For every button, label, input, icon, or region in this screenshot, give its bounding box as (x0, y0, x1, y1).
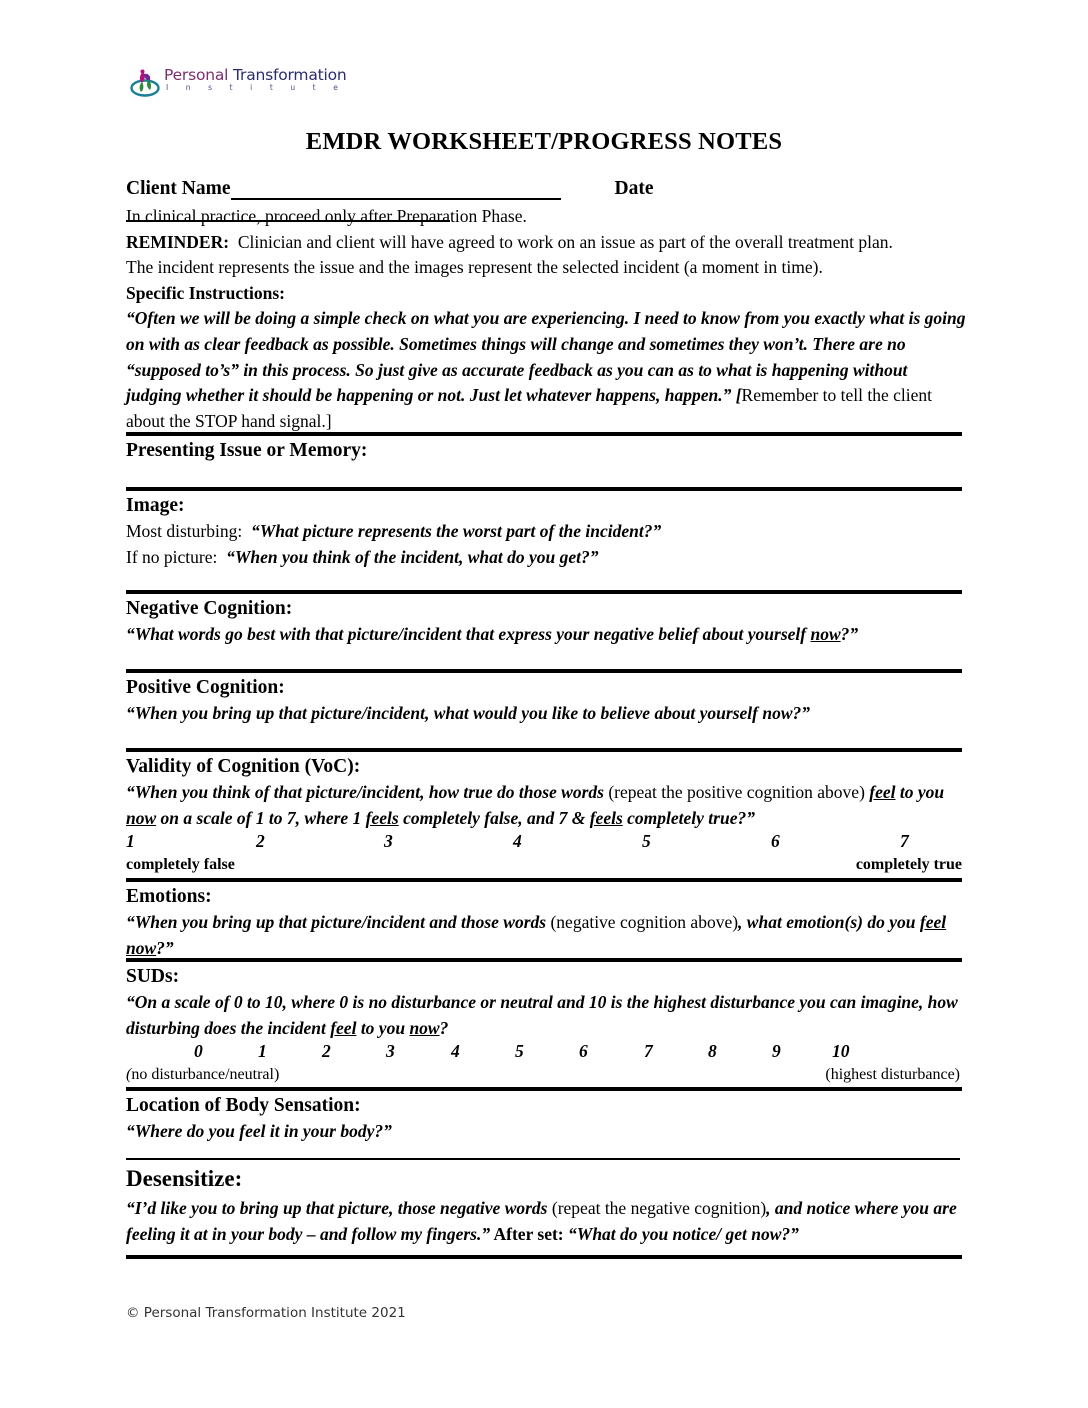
voc-q-a: “When you think of that picture/incident, how true do those words (126, 782, 609, 802)
most-disturbing-label: Most disturbing: (126, 521, 243, 541)
reminder-text: Clinician and client will have agreed to work on an issue as part of the overall treatment plan. (237, 231, 893, 252)
divider (126, 1255, 962, 1259)
suds-scale-0[interactable]: 0 (194, 1041, 203, 1062)
logo-word-personal: Personal (164, 66, 229, 84)
instructions-bracket-text: Remember to tell the client about the STOP hand signal.] (126, 385, 933, 431)
section-validity-of-cognition (126, 748, 962, 877)
desensitize-question (126, 1196, 962, 1247)
suds-scale-9[interactable]: 9 (772, 1041, 781, 1062)
instructions-bracket-open: [ (735, 385, 742, 406)
voc-q-feel: feel (869, 782, 896, 802)
voc-scale-4[interactable]: 4 (513, 831, 522, 852)
most-disturbing-quote: “What picture represents the worst part of the incident?” (250, 521, 662, 541)
divider (126, 1158, 960, 1160)
section-negative-cognition (126, 590, 962, 670)
negative-cognition-write-area[interactable] (126, 648, 962, 670)
voc-q-feels-1: feels (365, 807, 399, 828)
suds-q-now: now (409, 1017, 440, 1038)
image-write-area[interactable] (126, 570, 962, 592)
section-positive-cognition (126, 669, 962, 749)
institute-logo (130, 66, 347, 102)
suds-scale-2[interactable]: 2 (322, 1041, 331, 1062)
reminder-line (126, 230, 966, 256)
positive-cognition-quote: “When you bring up that picture/incident, what would you like to believe about yourself now?” (126, 703, 811, 723)
butterfly-swoosh-logo-icon (130, 68, 162, 98)
suds-anchor-left (126, 1065, 279, 1085)
suds-question (126, 990, 962, 1041)
voc-anchor-right: completely true (855, 856, 962, 874)
section-body-sensation (126, 1087, 962, 1167)
section-suds (126, 958, 962, 1087)
voc-q-e: completely false, and 7 & (398, 807, 590, 828)
em-q-paren: (negative cognition above) (550, 912, 739, 932)
em-q-feel-now: feel now (126, 912, 947, 958)
client-name-label: Client Name (126, 178, 231, 199)
voc-scale-6[interactable]: 6 (771, 831, 780, 852)
specific-instructions-label: Specific Instructions: (126, 282, 285, 303)
reminder-label: REMINDER: (126, 231, 230, 252)
des-after-set-quote: “What do you notice/ get now?” (563, 1223, 799, 1244)
divider (126, 487, 962, 491)
body-sensation-quote: “Where do you feel it in your body?” (126, 1121, 392, 1141)
voc-q-d: on a scale of 1 to 7, where 1 (156, 807, 366, 828)
divider (126, 958, 962, 962)
image-line-1 (126, 519, 962, 545)
body-sensation-heading: Location of Body Sensation: (126, 1095, 361, 1116)
divider (126, 590, 962, 594)
voc-scale-7[interactable]: 7 (900, 831, 909, 852)
suds-anchor-left-text: no disturbance/neutral) (131, 1066, 280, 1084)
voc-q-feels-2: feels (589, 807, 623, 828)
des-q-b: , and notice where you are feeling it at in your body – and follow my fingers.” (126, 1198, 957, 1244)
image-heading: Image: (126, 495, 185, 516)
voc-scale-5[interactable]: 5 (642, 831, 651, 852)
voc-question (126, 780, 962, 831)
suds-scale[interactable] (126, 1041, 962, 1065)
em-q-b: , what emotion(s) do you (738, 912, 920, 932)
voc-q-now: now (126, 807, 157, 828)
nc-quote-part-b: ?” (840, 624, 859, 644)
divider (126, 748, 962, 752)
logo-word-transformation: Transformation (233, 66, 347, 84)
presenting-issue-heading: Presenting Issue or Memory: (126, 440, 368, 461)
emotions-heading: Emotions: (126, 886, 212, 907)
suds-heading: SUDs: (126, 966, 180, 987)
suds-scale-8[interactable]: 8 (708, 1041, 717, 1062)
positive-cognition-heading: Positive Cognition: (126, 677, 285, 698)
suds-q-a: “On a scale of 0 to 10, where 0 is no disturbance or neutral and 10 is the highest disturbance you can imagine, how disturbing does the incident (126, 992, 958, 1038)
client-date-row (126, 178, 966, 204)
des-q-a: “I’d like you to bring up that picture, those negative words (126, 1198, 552, 1218)
divider (126, 432, 962, 436)
date-label: Date (614, 178, 654, 199)
negative-cognition-quote (126, 622, 962, 648)
section-image (126, 487, 962, 592)
suds-scale-10[interactable]: 10 (832, 1041, 850, 1062)
nc-quote-now: now (810, 624, 841, 644)
client-name-input[interactable] (231, 182, 561, 200)
suds-q-feel: feel (330, 1017, 357, 1038)
des-after-set-label: After set: (490, 1223, 564, 1244)
specific-instructions-paragraph (126, 306, 966, 434)
suds-q-b: to you (356, 1017, 410, 1038)
suds-anchor-right: (highest disturbance) (825, 1066, 960, 1084)
voc-q-paren: (repeat the positive cognition above) (608, 782, 865, 802)
positive-cognition-write-area[interactable] (126, 727, 962, 749)
voc-q-f: completely true?” (622, 807, 755, 828)
voc-anchors (126, 855, 962, 877)
suds-q-c: ? (439, 1017, 449, 1038)
instructions-quote: “Often we will be doing a simple check on what you are experiencing. I need to know from you exactly what is going on with as clear feedback as possible. Sometimes things will change and sometimes they won’t. There are no “supposed to’s” in this process. So just give as accurate feedback as you can as to what is happening without judging whether it should be happening or not. Just let whatever happens, happen.” (126, 308, 966, 406)
suds-scale-4[interactable]: 4 (451, 1041, 460, 1062)
copyright-footer: © Personal Transformation Institute 2021 (126, 1305, 406, 1321)
no-picture-quote: “When you think of the incident, what do you get?” (226, 546, 599, 567)
no-picture-label: If no picture: (126, 546, 218, 567)
emotions-question (126, 910, 962, 961)
voc-anchor-left: completely false (126, 856, 235, 874)
des-q-paren: (repeat the negative cognition) (551, 1198, 767, 1218)
suds-scale-3[interactable]: 3 (386, 1041, 395, 1062)
em-q-c: ?” (156, 937, 174, 958)
intro-block (126, 204, 966, 434)
suds-scale-5[interactable]: 5 (515, 1041, 524, 1062)
image-line-2 (126, 545, 962, 571)
voc-scale-3[interactable]: 3 (384, 831, 393, 852)
voc-heading: Validity of Cognition (VoC): (126, 756, 361, 777)
negative-cognition-heading: Negative Cognition: (126, 598, 293, 619)
voc-q-c: to you (895, 782, 945, 802)
suds-anchor-left-paren: ( (126, 1066, 132, 1084)
section-desensitize (126, 1158, 962, 1259)
voc-scale[interactable] (126, 831, 962, 855)
divider (126, 878, 962, 882)
divider (126, 669, 962, 673)
page-title: EMDR WORKSHEET/PROGRESS NOTES (305, 128, 783, 155)
suds-scale-6[interactable]: 6 (579, 1041, 588, 1062)
intro-line-1: In clinical practice, proceed only after Preparation Phase. (126, 206, 527, 226)
em-q-a: “When you bring up that picture/incident and those words (126, 912, 551, 932)
voc-scale-1[interactable]: 1 (126, 831, 135, 852)
desensitize-heading: Desensitize: (126, 1166, 243, 1191)
nc-quote-part-a: “What words go best with that picture/incident that express your negative belief about yourself (126, 624, 811, 644)
suds-scale-7[interactable]: 7 (644, 1041, 653, 1062)
intro-line-3: The incident represents the issue and the images represent the selected incident (a moment in time). (126, 257, 823, 278)
suds-scale-1[interactable]: 1 (258, 1041, 267, 1062)
voc-scale-2[interactable]: 2 (256, 831, 265, 852)
logo-subtitle: I n s t i t u t e (166, 83, 346, 92)
divider (126, 1087, 962, 1091)
suds-anchors (126, 1065, 962, 1087)
